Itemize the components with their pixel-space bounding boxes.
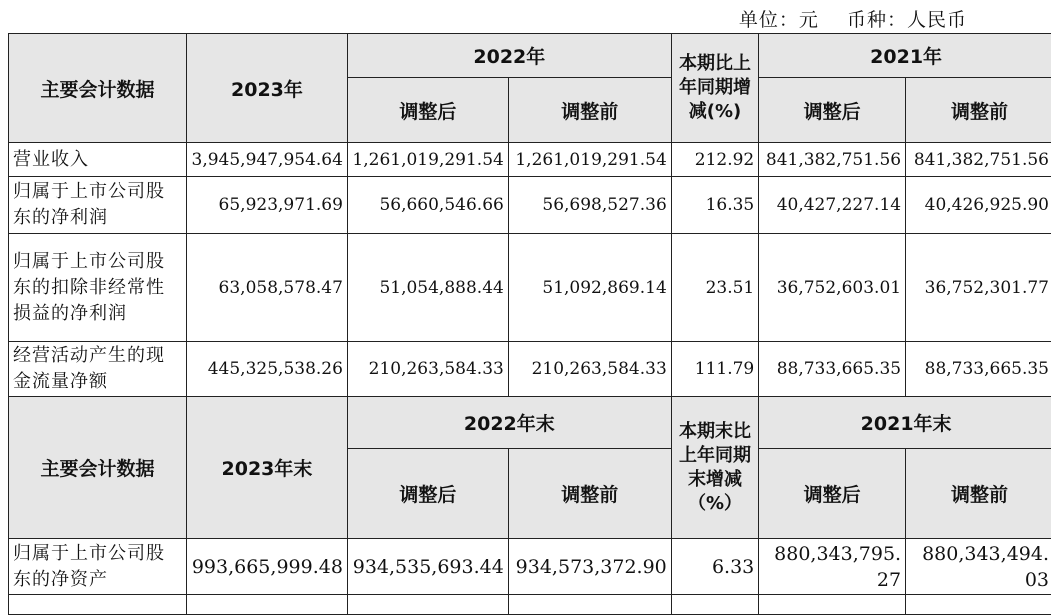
current-value: 63,058,578.47 xyxy=(187,234,348,342)
s2-2021-header: 2021年末 xyxy=(759,397,1051,449)
section1-header-row xyxy=(9,34,1051,78)
s2-2021-after-header: 调整后 xyxy=(759,449,906,539)
s1-2022-header: 2022年 xyxy=(347,34,671,78)
s1-change-header: 本期比上年同期增减(%) xyxy=(671,34,758,143)
table-row xyxy=(9,234,1051,342)
s1-current-year-header: 2023年 xyxy=(187,34,348,143)
row-label: 归属于上市公司股东的净资产 xyxy=(9,539,187,595)
change-value: 16.35 xyxy=(671,177,758,234)
y2021-before-value: 880,343,494.03 xyxy=(906,539,1051,595)
current-value: 445,325,538.26 xyxy=(187,342,348,397)
y2021-after-value: 36,752,603.01 xyxy=(759,234,906,342)
y2022-before-value: 934,573,372.90 xyxy=(508,539,671,595)
s2-change-header: 本期末比上年同期末增减（%） xyxy=(671,397,758,539)
row-label: 归属于上市公司股东的扣除非经常性损益的净利润 xyxy=(9,234,187,342)
table-row xyxy=(9,143,1051,177)
change-value: 23.51 xyxy=(671,234,758,342)
y2022-after-value: 934,535,693.44 xyxy=(347,539,508,595)
change-value: 6.33 xyxy=(671,539,758,595)
y2022-after-value: 1,261,019,291.54 xyxy=(347,143,508,177)
y2021-after-value: 88,733,665.35 xyxy=(759,342,906,397)
s2-2021-before-header: 调整前 xyxy=(906,449,1051,539)
y2022-before-value: 1,261,019,291.54 xyxy=(508,143,671,177)
section2-header-row xyxy=(9,397,1051,449)
y2022-after-value: 210,263,584.33 xyxy=(347,342,508,397)
table-row xyxy=(9,177,1051,234)
s1-2022-after-header: 调整后 xyxy=(347,78,508,143)
y2022-after-value: 56,660,546.66 xyxy=(347,177,508,234)
s2-2022-header: 2022年末 xyxy=(347,397,671,449)
y2022-after-value: 51,054,888.44 xyxy=(347,234,508,342)
row-label: 归属于上市公司股东的净利润 xyxy=(9,177,187,234)
row-label: 营业收入 xyxy=(9,143,187,177)
y2021-before-value: 40,426,925.90 xyxy=(906,177,1051,234)
table-row xyxy=(9,342,1051,397)
y2022-before-value: 210,263,584.33 xyxy=(508,342,671,397)
y2021-before-value: 36,752,301.77 xyxy=(906,234,1051,342)
s2-2022-after-header: 调整后 xyxy=(347,449,508,539)
unit-note: 单位：元 币种：人民币 xyxy=(739,5,967,32)
y2021-before-value: 88,733,665.35 xyxy=(906,342,1051,397)
s1-2022-before-header: 调整前 xyxy=(508,78,671,143)
current-value: 65,923,971.69 xyxy=(187,177,348,234)
row-label: 经营活动产生的现金流量净额 xyxy=(9,342,187,397)
y2022-before-value: 56,698,527.36 xyxy=(508,177,671,234)
s2-label-header: 主要会计数据 xyxy=(9,397,187,539)
current-value: 993,665,999.48 xyxy=(187,539,348,595)
s2-2022-before-header: 调整前 xyxy=(508,449,671,539)
s1-2021-header: 2021年 xyxy=(759,34,1051,78)
table-row xyxy=(9,539,1051,595)
s1-label-header: 主要会计数据 xyxy=(9,34,187,143)
s1-2021-before-header: 调整前 xyxy=(906,78,1051,143)
financial-data-table xyxy=(8,33,1051,615)
y2021-before-value: 841,382,751.56 xyxy=(906,143,1051,177)
current-value: 3,945,947,954.64 xyxy=(187,143,348,177)
change-value: 111.79 xyxy=(671,342,758,397)
y2021-after-value: 40,427,227.14 xyxy=(759,177,906,234)
s2-current-year-header: 2023年末 xyxy=(187,397,348,539)
y2021-after-value: 841,382,751.56 xyxy=(759,143,906,177)
table-row-cut-off xyxy=(9,595,1051,615)
y2022-before-value: 51,092,869.14 xyxy=(508,234,671,342)
change-value: 212.92 xyxy=(671,143,758,177)
s1-2021-after-header: 调整后 xyxy=(759,78,906,143)
y2021-after-value: 880,343,795.27 xyxy=(759,539,906,595)
